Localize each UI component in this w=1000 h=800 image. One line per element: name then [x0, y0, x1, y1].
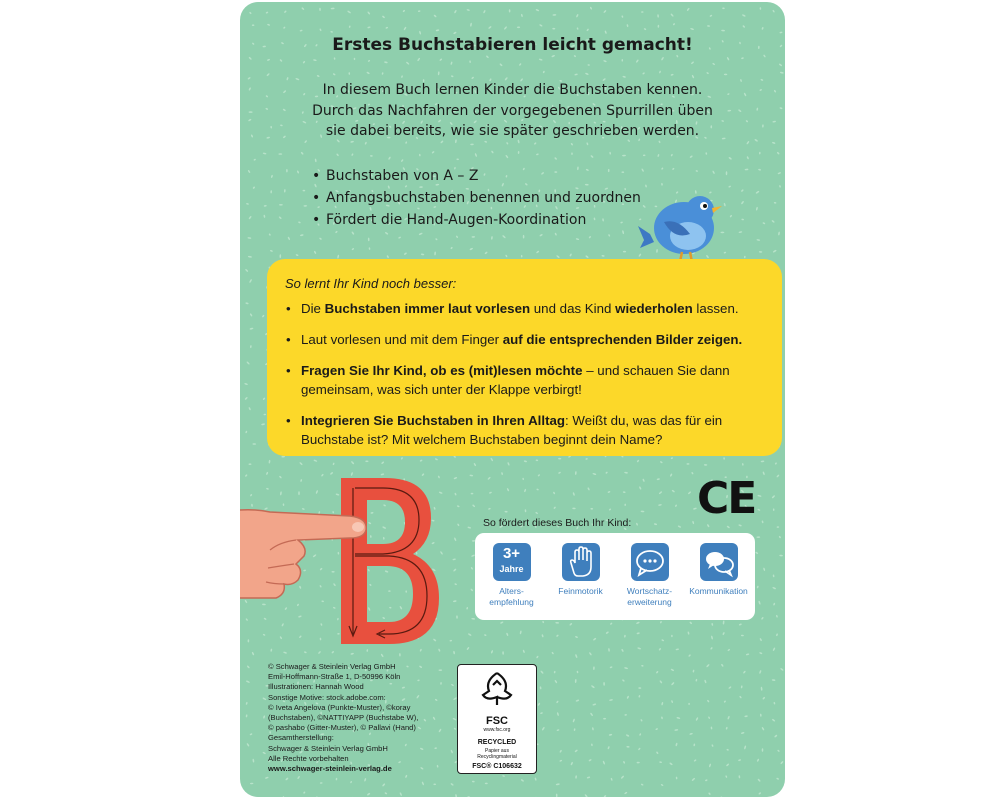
tips-lead: So lernt Ihr Kind noch besser: — [285, 276, 457, 291]
skill-wortschatz — [617, 543, 682, 608]
feature-item: • Anfangsbuchstaben benennen und zuordnen — [312, 187, 641, 209]
hand-icon — [562, 543, 600, 581]
fsc-tree-icon — [477, 671, 517, 707]
feature-item: • Buchstaben von A – Z — [312, 165, 641, 187]
speech-bubble-icon — [631, 543, 669, 581]
age-unit: Jahre — [499, 564, 524, 574]
skill-label: Alters- empfehlung — [489, 586, 534, 607]
fsc-code: FSC — [486, 715, 508, 727]
pointing-hand-illustration — [240, 494, 380, 604]
tips-content — [285, 276, 755, 461]
skill-label: Feinmotorik — [558, 586, 603, 596]
intro-line: Durch das Nachfahren der vorgegebenen Spurrillen üben — [312, 102, 713, 119]
fsc-paper: Papier aus Recyclingmaterial — [477, 748, 517, 760]
skill-feinmotorik — [548, 543, 613, 597]
intro-text — [280, 80, 745, 142]
skill-altersempfehlung — [479, 543, 544, 608]
skill-label: Wortschatz- erweiterung — [626, 586, 673, 607]
fsc-license: FSC® C106632 — [472, 763, 522, 770]
feature-list — [312, 165, 641, 231]
tip-item: • Laut vorlesen und mit dem Finger auf die entsprechenden Bilder zeigen. — [285, 330, 755, 349]
bluebird-illustration — [638, 182, 724, 264]
tip-item: • Fragen Sie Ihr Kind, ob es (mit)lesen möchte – und schauen Sie dann gemeinsam, was sich unter der Klappe verbirgt! — [285, 361, 755, 399]
ce-mark: CE — [697, 473, 756, 524]
intro-line: In diesem Buch lernen Kinder die Buchstaben kennen. — [322, 82, 703, 98]
feature-item: • Fördert die Hand-Augen-Koordination — [312, 209, 641, 231]
tip-item: • Die Buchstaben immer laut vorlesen und das Kind wiederholen lassen. — [285, 299, 755, 318]
intro-line: sie dabei bereits, wie sie später geschrieben werden. — [325, 123, 700, 139]
fsc-recycled: RECYCLED — [477, 739, 517, 746]
age-badge-icon — [493, 543, 531, 581]
imprint: © Schwager & Steinlein Verlag GmbH Emil-Hoffmann-Straße 1, D-50996 Köln Illustrationen: Hannah Wood Sonstige Motive: stock.adobe.com: © Iveta Angelova (Punkte-Muster), ©koray (Buchstaben), ©NATTIYAPP (Buchstabe W), © pashabo (Gitter-Muster), © Pallavi (Hand) Gesamtherstellung: Schwager & Steinlein Verlag GmbH Alle Rechte vorbehalten www.schwager-steinlein-verlag.de — [268, 662, 419, 774]
chat-bubbles-icon — [700, 543, 738, 581]
skills-label: So fördert dieses Buch Ihr Kind: — [483, 517, 632, 529]
age-number: 3+ — [502, 545, 521, 562]
skills-panel — [475, 533, 755, 620]
fsc-logo — [457, 664, 537, 774]
skill-label: Kommunikation — [689, 586, 748, 596]
fsc-web: www.fsc.org — [483, 727, 511, 733]
publisher-website: www.schwager-steinlein-verlag.de — [268, 764, 392, 774]
tips-list — [285, 299, 755, 449]
skill-kommunikation — [686, 543, 751, 597]
tip-item: • Integrieren Sie Buchstaben in Ihren Alltag: Weißt du, was das für ein Buchstabe ist? Mit welchem Buchstaben beginnt dein Name? — [285, 411, 755, 449]
book-back-cover — [240, 2, 785, 797]
page-title: Erstes Buchstabieren leicht gemacht! — [332, 35, 693, 55]
